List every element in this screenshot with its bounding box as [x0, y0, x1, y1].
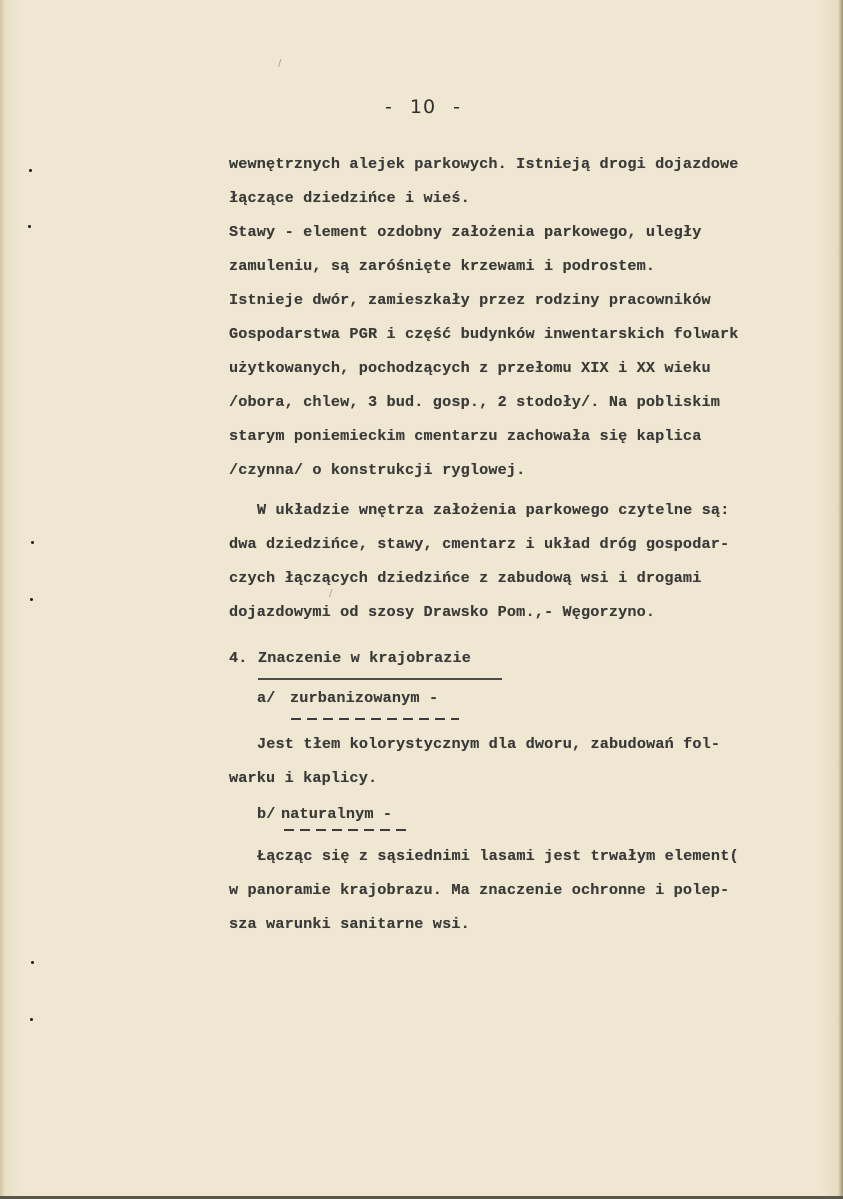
- text-line: w panoramie krajobrazu. Ma znaczenie ochronne i polep-: [229, 881, 730, 899]
- punch-dot-mark: [30, 1018, 33, 1021]
- text-line: wewnętrznych alejek parkowych. Istnieją drogi dojazdowe: [229, 155, 739, 173]
- text-line: Gospodarstwa PGR i część budynków inwentarskich folwark: [229, 325, 739, 343]
- text-line: Istnieje dwór, zamieszkały przez rodziny pracowników: [229, 291, 711, 309]
- punch-dot-mark: [28, 225, 31, 228]
- section-heading: Znaczenie w krajobrazie: [258, 649, 472, 667]
- text-line: zamuleniu, są zaróśnięte krzewami i podrostem.: [229, 257, 656, 275]
- text-line: czych łączących dziedzińce z zabudową wsi i drogami: [229, 569, 702, 587]
- punch-dot-mark: [30, 598, 33, 601]
- text-line: użytkowanych, pochodzących z przełomu XIX i XX wieku: [229, 359, 711, 377]
- pencil-mark: /: [329, 588, 333, 599]
- subsection-dashed-underline: [284, 829, 408, 831]
- text-line: sza warunki sanitarne wsi.: [229, 915, 470, 933]
- text-line: warku i kaplicy.: [229, 769, 378, 787]
- text-line: Jest tłem kolorystycznym dla dworu, zabudowań fol-: [257, 735, 721, 753]
- subsection-label: a/: [257, 689, 276, 707]
- subsection-dashed-underline: [291, 718, 459, 720]
- text-line: łączące dziedzińce i wieś.: [229, 189, 470, 207]
- subsection-title: zurbanizowanym -: [290, 689, 439, 707]
- page-number: - 10 -: [385, 96, 461, 118]
- punch-dot-mark: [31, 541, 34, 544]
- text-line: starym poniemieckim cmentarzu zachowała się kaplica: [229, 427, 702, 445]
- subsection-title: naturalnym -: [281, 805, 393, 823]
- text-line: Stawy - element ozdobny założenia parkowego, uległy: [229, 223, 702, 241]
- text-line: /obora, chlew, 3 bud. gosp., 2 stodoły/. Na pobliskim: [229, 393, 720, 411]
- section-number: 4.: [229, 649, 248, 667]
- punch-dot-mark: [29, 169, 32, 172]
- text-line: dojazdowymi od szosy Drawsko Pom.,- Węgorzyno.: [229, 603, 656, 621]
- text-line: Łącząc się z sąsiednimi lasami jest trwałym element(: [257, 847, 739, 865]
- punch-dot-mark: [31, 961, 34, 964]
- subsection-label: b/: [257, 805, 276, 823]
- heading-underline: [258, 678, 502, 680]
- pencil-mark: /: [278, 58, 282, 69]
- text-line: dwa dziedzińce, stawy, cmentarz i układ dróg gospodar-: [229, 535, 730, 553]
- text-line: /czynna/ o konstrukcji ryglowej.: [229, 461, 526, 479]
- text-line: W układzie wnętrza założenia parkowego czytelne są:: [257, 501, 730, 519]
